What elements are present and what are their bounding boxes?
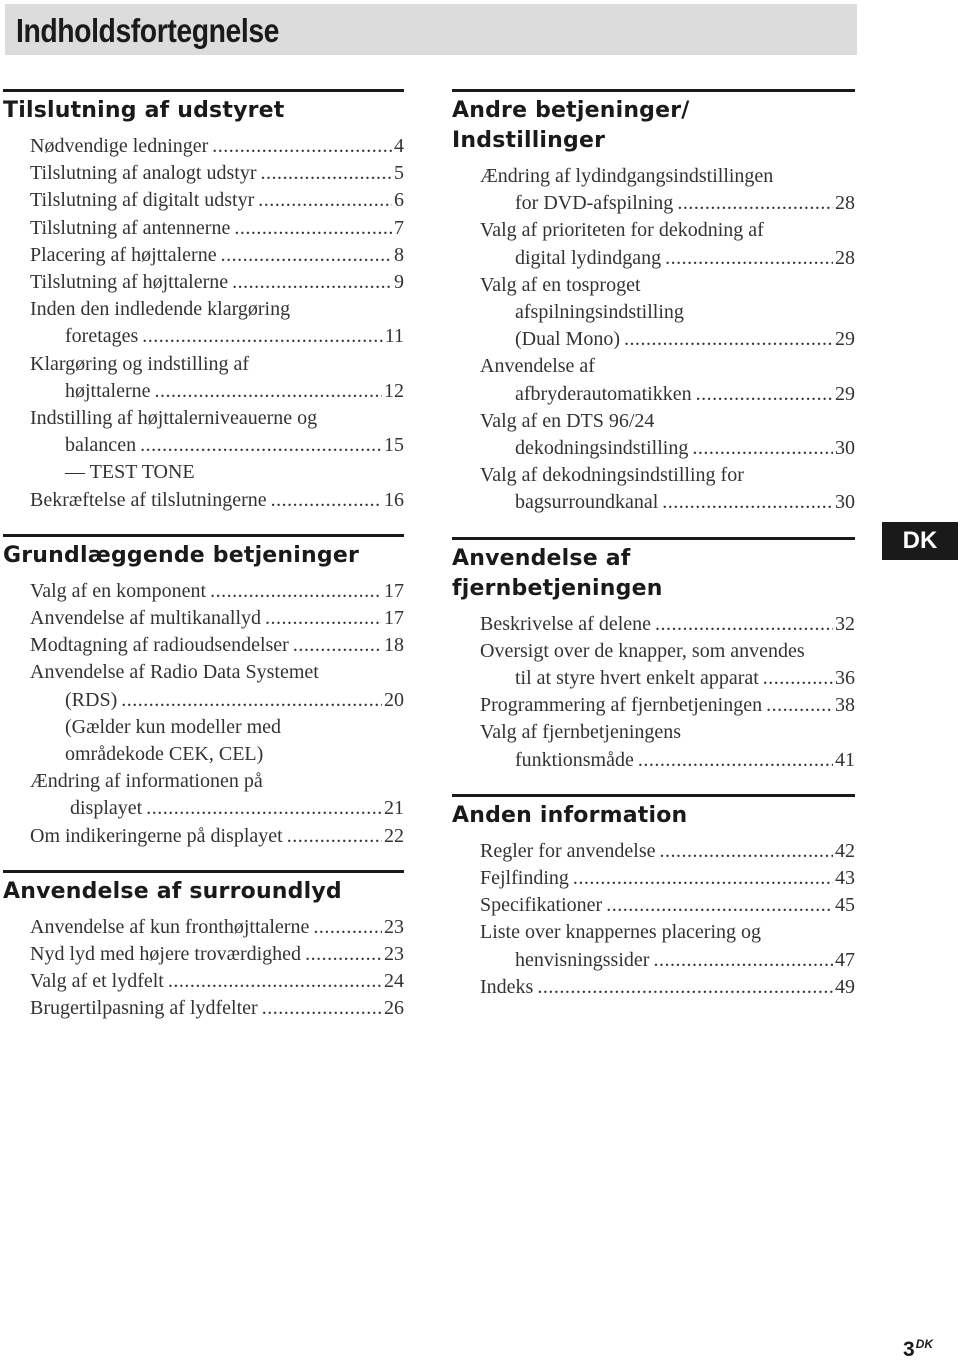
toc-entry-row xyxy=(452,245,855,272)
toc-entry-text: displayet xyxy=(70,797,143,820)
toc-entry-text: Regler for anvendelse xyxy=(480,839,656,862)
toc-entry[interactable] xyxy=(452,865,855,892)
toc-entry[interactable] xyxy=(3,914,404,941)
toc-entry-text: foretages xyxy=(65,325,139,348)
leader-dots xyxy=(142,323,382,350)
page-number-ref: 18 xyxy=(384,634,404,657)
toc-entry-text: (RDS) xyxy=(65,688,118,711)
page-number-ref: 32 xyxy=(835,612,855,635)
toc-entry-text: digital lydindgang xyxy=(515,246,662,269)
toc-entry[interactable] xyxy=(452,919,855,973)
toc-entry[interactable] xyxy=(3,632,404,659)
leader-dots xyxy=(221,242,392,269)
leader-dots xyxy=(265,605,382,632)
toc-entry-text: Om indikeringerne på displayet xyxy=(30,824,283,847)
leader-dots xyxy=(260,160,392,187)
leader-dots xyxy=(677,190,833,217)
section-heading-line: Grundlæggende betjeninger xyxy=(3,542,360,568)
section-heading-line: Tilslutning af udstyret xyxy=(3,98,285,123)
page-number-ref: 23 xyxy=(384,943,404,966)
toc-entry-row xyxy=(3,242,404,269)
leader-dots xyxy=(763,665,833,692)
leader-dots xyxy=(766,692,833,719)
toc-entry-text: Programmering af fjernbetjeningen xyxy=(480,694,763,717)
leader-dots xyxy=(659,838,833,865)
toc-entry-text: henvisningssider xyxy=(515,948,650,971)
toc-entry-text: Bekræftelse af tilslutningerne xyxy=(30,488,267,511)
toc-entry-row xyxy=(3,687,404,714)
toc-entry-row xyxy=(3,941,404,968)
toc-entry-text: (Gælder kun modeller med xyxy=(65,715,282,738)
toc-entry-text: Tilslutning af højttalerne xyxy=(30,271,229,294)
toc-entries xyxy=(452,163,855,517)
leader-dots xyxy=(305,941,382,968)
toc-entry-row xyxy=(452,865,855,892)
leader-dots xyxy=(168,968,382,995)
page-number-ref: 24 xyxy=(384,970,404,993)
toc-entry-text: Anvendelse af multikanallyd xyxy=(30,607,262,630)
toc-entry-row xyxy=(3,432,404,459)
leader-dots xyxy=(146,795,382,822)
toc-entry[interactable] xyxy=(3,296,404,350)
toc-section xyxy=(3,89,404,514)
page-number-ref: 20 xyxy=(384,688,404,711)
toc-entry-text: afbryderautomatikken xyxy=(515,382,692,405)
toc-section xyxy=(452,794,855,1001)
section-heading-line: Anvendelse af surroundlyd xyxy=(3,878,342,904)
toc-entry-row xyxy=(452,489,855,516)
toc-entry-text: Tilslutning af analogt udstyr xyxy=(30,162,257,185)
section-rule xyxy=(452,537,855,540)
toc-entry-text: Brugertilpasning af lydfelter xyxy=(30,997,258,1020)
page-number-ref: 5 xyxy=(394,162,404,185)
toc-entry-text: Oversigt over de knapper, som anvendes xyxy=(480,639,805,662)
toc-entry-row xyxy=(3,914,404,941)
toc-entry[interactable] xyxy=(3,160,404,187)
toc-entry-row xyxy=(3,323,404,350)
section-rule xyxy=(452,89,855,92)
toc-entry-row xyxy=(452,190,855,217)
section-heading xyxy=(3,541,404,571)
toc-entry-text: til at styre hvert enkelt apparat xyxy=(515,667,759,690)
toc-entry[interactable] xyxy=(3,941,404,968)
page-number-ref: 28 xyxy=(835,246,855,269)
toc-entries xyxy=(3,133,404,514)
page-number-ref: 42 xyxy=(835,839,855,862)
toc-entry[interactable] xyxy=(452,838,855,865)
leader-dots xyxy=(537,974,833,1001)
toc-entry-row xyxy=(3,795,404,822)
toc-entry-row xyxy=(452,611,855,638)
toc-entry-row xyxy=(3,269,404,296)
toc-entry[interactable] xyxy=(452,353,855,407)
leader-dots xyxy=(696,381,833,408)
page-number-ref: 8 xyxy=(394,243,404,266)
toc-entry-text: afspilningsindstilling xyxy=(515,301,684,324)
toc-entry-text: Nødvendige ledninger xyxy=(30,135,209,157)
toc-entry-text: højttalerne xyxy=(65,379,151,402)
leader-dots xyxy=(155,378,382,405)
toc-entry-text: bagsurroundkanal xyxy=(515,491,659,514)
toc-entry-row xyxy=(3,133,404,160)
section-rule xyxy=(3,89,404,92)
toc-entry-row xyxy=(452,692,855,719)
toc-entry-row xyxy=(3,487,404,514)
toc-entries xyxy=(3,578,404,850)
page-number-value: 3 xyxy=(903,1338,915,1361)
toc-entry[interactable] xyxy=(3,405,404,487)
page-number-ref: 43 xyxy=(835,867,855,890)
leader-dots xyxy=(232,269,392,296)
toc-entry-row xyxy=(452,974,855,1001)
toc-entry[interactable] xyxy=(452,217,855,271)
page-number-ref: 11 xyxy=(384,325,404,348)
page-number-ref: 49 xyxy=(835,975,855,998)
toc-entry-text: for DVD-afspilning xyxy=(515,192,674,215)
leader-dots xyxy=(210,578,382,605)
toc-entry-text: Fejlfinding xyxy=(480,867,569,890)
page-number-ref: 45 xyxy=(835,894,855,917)
toc-entry[interactable] xyxy=(3,351,404,405)
page-number-ref: 15 xyxy=(384,434,404,457)
page-number-ref: 6 xyxy=(394,189,404,212)
toc-entry[interactable] xyxy=(452,611,855,638)
leader-dots xyxy=(606,892,833,919)
toc-entry-text: Valg af en tosproget xyxy=(480,273,641,296)
toc-entry-row xyxy=(3,605,404,632)
toc-section xyxy=(452,537,855,774)
toc-entry[interactable] xyxy=(3,968,404,995)
toc-entry[interactable] xyxy=(452,974,855,1001)
title-bar xyxy=(5,4,857,55)
toc-entry-text: Placering af højttalerne xyxy=(30,243,217,266)
toc-entry[interactable] xyxy=(3,578,404,605)
leader-dots xyxy=(212,133,392,160)
page-number-ref: 41 xyxy=(835,748,855,771)
toc-entry-text: Ændring af lydindgangsindstillingen xyxy=(480,165,774,187)
page-number-ref: 17 xyxy=(384,579,404,602)
toc-left-column xyxy=(3,89,404,1043)
toc-entry-text: Ændring af informationen på xyxy=(30,770,263,793)
language-tab xyxy=(882,522,958,560)
toc-entry[interactable] xyxy=(3,187,404,214)
toc-entry-text: Modtagning af radioudsendelser xyxy=(30,634,289,657)
page-number-ref: 29 xyxy=(835,382,855,405)
leader-dots xyxy=(271,487,382,514)
page-number-ref: 16 xyxy=(384,488,404,511)
leader-dots xyxy=(262,995,382,1022)
toc-entry-row xyxy=(452,892,855,919)
leader-dots xyxy=(140,432,382,459)
section-heading-line: Andre betjeninger/ xyxy=(452,98,690,123)
section-rule xyxy=(3,870,404,873)
section-rule xyxy=(3,534,404,537)
toc-entry-row xyxy=(452,947,855,974)
toc-entry[interactable] xyxy=(3,269,404,296)
leader-dots xyxy=(624,326,833,353)
toc-entry[interactable] xyxy=(452,462,855,516)
toc-entry-text: Valg af prioriteten for dekodning af xyxy=(480,219,764,242)
toc-entry[interactable] xyxy=(3,995,404,1022)
toc-entry-text: Valg af fjernbetjeningens xyxy=(480,721,682,744)
section-heading xyxy=(3,96,404,126)
page-number-ref: 36 xyxy=(835,667,855,690)
toc-entry-text: — TEST TONE xyxy=(65,461,195,484)
toc-entry-row xyxy=(452,665,855,692)
leader-dots xyxy=(287,823,382,850)
toc-entry[interactable] xyxy=(452,692,855,719)
toc-entry-text: Inden den indledende klargøring xyxy=(30,298,291,321)
page-number-ref: 17 xyxy=(384,607,404,630)
page-number-ref: 30 xyxy=(835,491,855,514)
section-heading-line: Indstillinger xyxy=(452,128,606,153)
section-heading-line: Anden information xyxy=(452,802,688,828)
toc-entry[interactable] xyxy=(452,892,855,919)
leader-dots xyxy=(313,914,382,941)
toc-entry-text: Beskrivelse af delene xyxy=(480,612,652,635)
toc-entry-text: Liste over knappernes placering og xyxy=(480,921,762,944)
toc-entry[interactable] xyxy=(452,163,855,217)
toc-entry-row xyxy=(452,435,855,462)
toc-entry-row xyxy=(3,632,404,659)
toc-entry-text: Valg af dekodningsindstilling for xyxy=(480,464,744,487)
toc-entry[interactable] xyxy=(3,215,404,242)
toc-entry-text: Valg af et lydfelt xyxy=(30,970,164,993)
leader-dots xyxy=(258,187,392,214)
toc-entry-text: Indstilling af højttalerniveauerne og xyxy=(30,407,318,430)
leader-dots xyxy=(121,687,382,714)
page-number xyxy=(903,1337,933,1362)
section-heading-line: Anvendelse af xyxy=(452,545,631,571)
toc-entry-text: Klargøring og indstilling af xyxy=(30,352,250,375)
leader-dots xyxy=(655,611,833,638)
toc-entry-row xyxy=(452,747,855,774)
page-number-ref: 12 xyxy=(384,379,404,402)
toc-entry-text: balancen xyxy=(65,434,137,457)
toc-entry-text: Anvendelse af kun fronthøjttalerne xyxy=(30,915,310,938)
section-heading-line: fjernbetjeningen xyxy=(452,575,663,601)
page-number-ref: 29 xyxy=(835,328,855,351)
toc-entry-row xyxy=(452,326,855,353)
toc-entry-text: Anvendelse af xyxy=(480,355,595,378)
toc-entry-row xyxy=(3,578,404,605)
toc-entry-text: Valg af en komponent xyxy=(30,579,207,602)
toc-entry-text: områdekode CEK, CEL) xyxy=(65,743,264,766)
section-heading xyxy=(452,801,855,831)
page-number-ref: 22 xyxy=(384,824,404,847)
page-number-ref: 28 xyxy=(835,192,855,215)
toc-entry[interactable] xyxy=(452,638,855,692)
toc-entry-text: Nyd lyd med højere troværdighed xyxy=(30,943,302,966)
toc-entry-text: Anvendelse af Radio Data Systemet xyxy=(30,661,319,684)
page-number-ref: 30 xyxy=(835,437,855,460)
toc-entry[interactable] xyxy=(452,719,855,773)
leader-dots xyxy=(692,435,833,462)
toc-entry[interactable] xyxy=(3,487,404,514)
section-heading xyxy=(3,877,404,907)
toc-entry[interactable] xyxy=(452,408,855,462)
toc-entry-row xyxy=(3,378,404,405)
toc-entry[interactable] xyxy=(3,659,404,768)
page-number-ref: 26 xyxy=(384,997,404,1020)
toc-entry-row xyxy=(452,381,855,408)
toc-entry-row xyxy=(3,968,404,995)
section-heading xyxy=(452,96,855,156)
leader-dots xyxy=(665,245,833,272)
language-tab-label: DK xyxy=(902,527,938,554)
leader-dots xyxy=(653,947,833,974)
toc-entry-text: Tilslutning af antennerne xyxy=(30,216,231,239)
leader-dots xyxy=(234,215,392,242)
section-heading xyxy=(452,544,855,604)
leader-dots xyxy=(573,865,833,892)
page-number-suffix: DK xyxy=(915,1337,934,1351)
page-number-ref: 21 xyxy=(384,797,404,820)
section-rule xyxy=(452,794,855,797)
toc-entries xyxy=(3,914,404,1023)
toc-entries xyxy=(452,611,855,774)
leader-dots xyxy=(662,489,833,516)
toc-entry[interactable] xyxy=(3,768,404,822)
toc-entry-text: funktionsmåde xyxy=(515,748,634,771)
toc-entry-row xyxy=(3,823,404,850)
toc-entry-text: dekodningsindstilling xyxy=(515,437,689,460)
page-number-ref: 38 xyxy=(835,694,855,717)
toc-section xyxy=(3,870,404,1023)
page-number-ref: 4 xyxy=(394,135,404,157)
toc-entry-text: Specifikationer xyxy=(480,894,603,917)
toc-entry-row xyxy=(452,838,855,865)
toc-entry[interactable] xyxy=(3,242,404,269)
toc-entry-row xyxy=(3,160,404,187)
toc-section xyxy=(452,89,855,517)
page-title: Indholdsfortegnelse xyxy=(16,12,280,49)
toc-entry-text: Valg af en DTS 96/24 xyxy=(480,409,655,432)
toc-entry[interactable] xyxy=(452,272,855,354)
toc-entry-row xyxy=(3,215,404,242)
toc-entry[interactable] xyxy=(3,605,404,632)
page-number-ref: 9 xyxy=(394,271,404,294)
toc-entry-row xyxy=(3,995,404,1022)
toc-entry-text: (Dual Mono) xyxy=(515,328,620,351)
page-number-ref: 23 xyxy=(384,915,404,938)
toc-section xyxy=(3,534,404,850)
toc-entries xyxy=(452,838,855,1001)
toc-right-column xyxy=(452,89,855,1021)
leader-dots xyxy=(638,747,833,774)
toc-entry[interactable] xyxy=(3,133,404,160)
toc-entry-row xyxy=(3,187,404,214)
page-number-ref: 47 xyxy=(835,948,855,971)
leader-dots xyxy=(293,632,382,659)
toc-entry-text: Tilslutning af digitalt udstyr xyxy=(30,189,255,212)
toc-entry[interactable] xyxy=(3,823,404,850)
page-number-ref: 7 xyxy=(394,216,404,239)
toc-entry-text: Indeks xyxy=(480,975,534,998)
